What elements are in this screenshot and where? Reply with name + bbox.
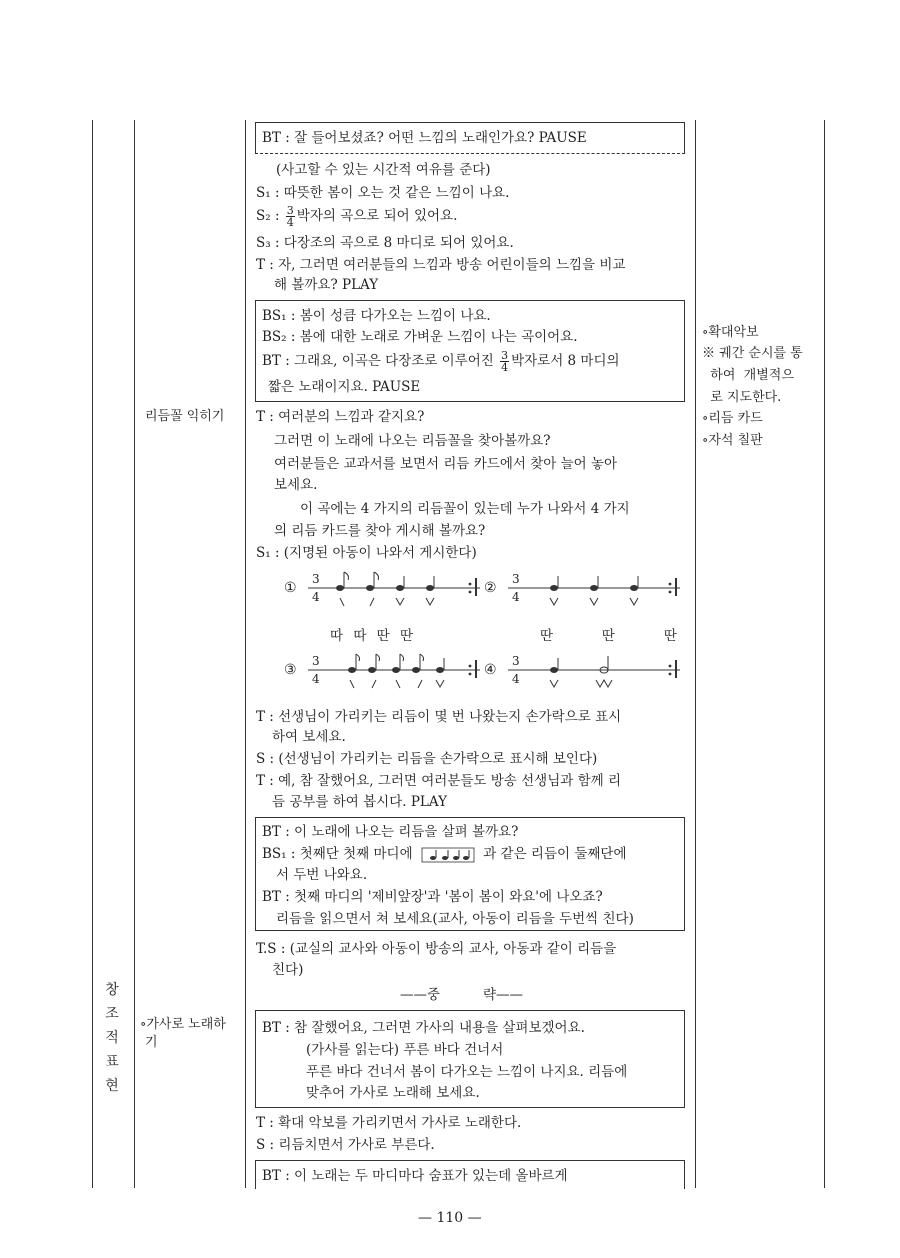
time-signature-denominator: 4 xyxy=(512,672,520,686)
dialogue-line: T : 여러분의 느낌과 같지요? xyxy=(256,409,425,425)
activity-label-lyrics: ∘가사로 노래하 xyxy=(140,1017,226,1032)
time-signature-numerator: 3 xyxy=(312,654,320,668)
dialogue-line: 보세요. xyxy=(274,477,318,493)
dialogue-line xyxy=(262,845,627,864)
dialogue-line: 해 볼까요? PLAY xyxy=(274,277,379,293)
dialogue-line: (사고할 수 있는 시간적 여유를 준다) xyxy=(276,162,491,178)
dialogue-line: T : 예, 참 잘했어요, 그러면 여러분들도 방송 선생님과 함께 리 xyxy=(256,773,621,789)
dialogue-line: BT : 잘 들어보셨죠? 어떤 느낌의 노래인가요? PAUSE xyxy=(262,130,587,146)
rhythm-syllables-1: 따 따 딴 딴 xyxy=(330,628,414,644)
dialogue-text: BT : 그래요, 이곡은 다장조로 이루어진 xyxy=(262,353,499,369)
dialogue-text: 박자의 곡으로 되어 있어요. xyxy=(296,208,458,224)
dialogue-line: BS₁ : 봄이 성큼 다가오는 느낌이 나요. xyxy=(262,308,491,324)
dialogue-line: 여러분들은 교과서를 보면서 리듬 카드에서 찾아 늘어 놓아 xyxy=(274,456,618,472)
dialogue-line: 리듬을 읽으면서 쳐 보세요(교사, 아동이 리듬을 두번씩 친다) xyxy=(276,911,634,927)
rhythm-notation-drawing xyxy=(484,650,684,694)
dialogue-line: S₁ : 따뜻한 봄이 오는 것 같은 느낌이 나요. xyxy=(256,185,510,201)
speaker-s2: S₂ : xyxy=(256,208,284,224)
time-signature-numerator: 3 xyxy=(312,572,320,586)
rhythm-inline-icon xyxy=(421,846,475,864)
rhythm-figure-4 xyxy=(484,650,684,694)
dialogue-line: 푸른 바다 건너서 봄이 다가오는 느낌이 나지요. 리듬에 xyxy=(306,1064,628,1080)
dialogue-line xyxy=(262,348,620,374)
dialogue-line: T : 확대 악보를 가리키면서 가사로 노래한다. xyxy=(256,1115,522,1131)
time-signature-numerator: 3 xyxy=(512,572,520,586)
activity-label-lyrics-2: 기 xyxy=(145,1035,158,1050)
side-note: ∘리듬 카드 xyxy=(702,411,763,426)
side-note: 로 지도한다. xyxy=(702,390,782,405)
dialogue-line: T.S : (교실의 교사와 아동이 방송의 교사, 아동과 같이 리듬을 xyxy=(256,941,617,957)
fraction-denominator: 4 xyxy=(286,216,294,229)
dialogue-text: 박자로서 8 마디의 xyxy=(511,353,620,369)
fraction-numerator: 3 xyxy=(501,349,509,362)
fraction-three-four xyxy=(500,350,509,373)
time-signature-denominator: 4 xyxy=(312,590,320,604)
dialogue-line: BT : 이 노래는 두 마디마다 숨표가 있는데 올바르게 xyxy=(262,1168,568,1184)
fraction-numerator: 3 xyxy=(286,204,294,217)
time-signature-denominator: 4 xyxy=(312,672,320,686)
dialogue-line: BT : 첫째 마디의 '제비앞장'과 '봄이 봄이 와요'에 나오죠? xyxy=(262,889,603,905)
dialogue-line: 의 리듬 카드를 찾아 게시해 볼까요? xyxy=(274,523,486,539)
side-note: ∘확대악보 xyxy=(702,325,759,340)
dialogue-line: S₁ : (지명된 아동이 나와서 게시한다) xyxy=(256,545,477,561)
page-number: — 110 — xyxy=(418,1210,482,1226)
dialogue-line: BS₂ : 봄에 대한 노래로 가벼운 느낌이 나는 곡이어요. xyxy=(262,329,578,345)
table-right-border xyxy=(824,120,825,1188)
rhythm-notation-drawing xyxy=(484,568,684,612)
dialogue-line: S₃ : 다장조의 곡으로 8 마디로 되어 있어요. xyxy=(256,235,514,251)
activity-label-rhythm: 리듬꼴 익히기 xyxy=(145,409,225,424)
time-signature-numerator: 3 xyxy=(512,654,520,668)
figure-label: ② xyxy=(484,580,497,596)
side-note: 하여 개별적으 xyxy=(702,368,794,383)
rhythm-notation-drawing xyxy=(284,650,484,694)
dialogue-line: BT : 이 노래에 나오는 리듬을 살펴 볼까요? xyxy=(262,824,519,840)
time-signature-denominator: 4 xyxy=(512,590,520,604)
figure-label: ③ xyxy=(284,662,297,678)
rhythm-figure-1 xyxy=(284,568,484,612)
dialogue-line xyxy=(256,203,457,229)
dialogue-line: S : (선생님이 가리키는 리듬을 손가락으로 표시해 보인다) xyxy=(256,751,598,767)
dialogue-line: (가사를 읽는다) 푸른 바다 건너서 xyxy=(306,1042,504,1058)
fraction-denominator: 4 xyxy=(501,361,509,374)
dialogue-line: 그러면 이 노래에 나오는 리듬꼴을 찾아볼까요? xyxy=(274,433,551,449)
dialogue-line: 이 곡에는 4 가지의 리듬꼴이 있는데 누가 나와서 4 가지 xyxy=(300,501,630,517)
rhythm-figure-2 xyxy=(484,568,684,612)
table-col-divider-2 xyxy=(245,120,246,1188)
side-note: ∘자석 칠판 xyxy=(702,433,763,448)
dialogue-line: BT : 참 잘했어요, 그러면 가사의 내용을 살펴보겠어요. xyxy=(262,1020,585,1036)
omission-marker: ——중 략—— xyxy=(400,987,523,1003)
fraction-three-four xyxy=(286,205,295,228)
rhythm-notation-drawing xyxy=(284,568,484,612)
dialogue-line: 듬 공부를 하여 봅시다. PLAY xyxy=(272,794,447,810)
figure-label: ④ xyxy=(484,662,497,678)
side-note: ※ 궤간 순시를 통 xyxy=(702,346,803,361)
dialogue-line: 서 두번 나와요. xyxy=(276,867,368,883)
dialogue-line: T : 선생님이 가리키는 리듬이 몇 번 나왔는지 손가락으로 표시 xyxy=(256,709,622,725)
dialogue-line: 맞추어 가사로 노래해 보세요. xyxy=(306,1085,480,1101)
table-col-divider-1 xyxy=(134,120,135,1188)
dialogue-text: 과 같은 리듬이 둘째단에 xyxy=(483,846,627,862)
dialogue-line: 친다) xyxy=(272,962,304,978)
dialogue-line: 하여 보세요. xyxy=(272,729,346,745)
dialogue-text: BS₁ : 첫째단 첫째 마디에 xyxy=(262,846,413,862)
rhythm-figure-3 xyxy=(284,650,484,694)
table-left-border xyxy=(92,120,93,1188)
dialogue-line: 짧은 노래이지요. PAUSE xyxy=(268,379,421,395)
figure-label: ① xyxy=(284,580,297,596)
dialogue-line: S : 리듬치면서 가사로 부른다. xyxy=(256,1137,435,1153)
table-col-divider-3 xyxy=(695,120,696,1188)
rhythm-syllables-2: 딴 딴 딴 xyxy=(540,628,677,644)
margin-column-heading: 창조적 표현 xyxy=(105,982,119,1094)
dialogue-line: T : 자, 그러면 여러분들의 느낌과 방송 어린이들의 느낌을 비교 xyxy=(256,257,626,273)
